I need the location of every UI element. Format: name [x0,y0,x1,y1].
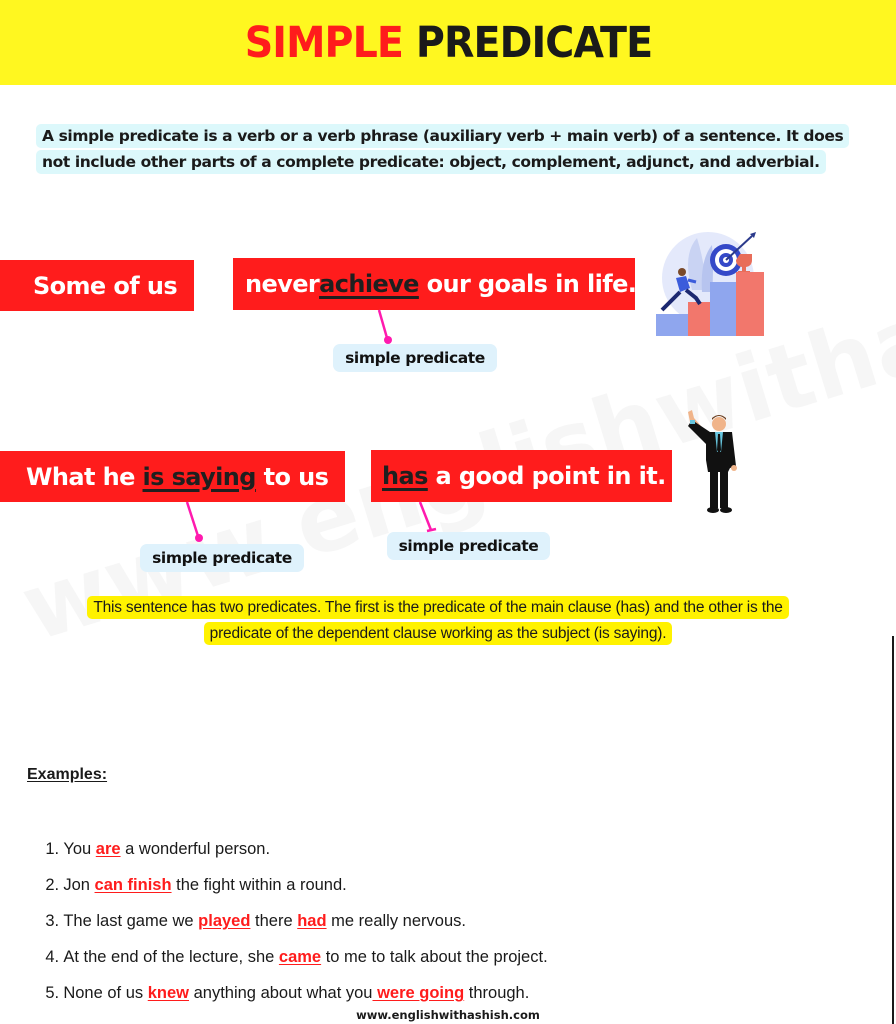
explanation-note [58,595,818,647]
arrow-icon [420,502,436,531]
definition-text: A simple predicate is a verb or a verb phrase (auxiliary verb + main verb) of a sentence. It does not include other parts of a complete predicate: object, complement, adjunct, and adverbial. [36,124,849,174]
predicate-after-2: a good point in it. [427,462,666,490]
plain-text: The last game we [63,912,199,930]
simple-predicate-label-1: simple predicate [333,344,497,372]
definition-block [36,123,854,175]
divider-line [892,636,894,1024]
plain-text: None of us [63,984,148,1002]
list-item [27,813,548,858]
plain-text: Jon [63,876,95,894]
simple-predicate: knew [147,984,190,1002]
simple-predicate: played [198,912,251,930]
plain-text: At the end of the lecture, she [63,948,279,966]
item-number: 2. [45,876,60,894]
plain-text: a wonderful person. [120,840,271,858]
note-text: This sentence has two predicates. The first is the predicate of the main clause (has) and the other is the predicate of the dependent clause working as the subject (is saying). [87,596,788,645]
simple-predicate-is-saying: is saying [142,462,256,491]
simple-predicate-achieve: achieve [319,270,419,298]
item-number: 1. [45,840,60,858]
item-number: 5. [45,984,60,1002]
arrow-icon [187,502,203,542]
subject-after-2: to us [255,462,329,491]
item-number: 4. [45,948,60,966]
footer-url: www.englishwithashish.com [356,1008,540,1022]
plain-text: to me to talk about the project. [321,948,548,966]
plain-text: You [63,840,96,858]
plain-text: the fight within a round. [171,876,347,894]
title-word-simple: SIMPLE [244,17,403,68]
examples-heading: Examples: [27,766,108,783]
watermark [10,130,896,662]
predicate-after-1: our goals in life. [418,270,637,298]
title-banner [0,0,896,85]
simple-predicate: came [278,948,322,966]
plain-text: anything about what you [189,984,373,1002]
arrow-icon [379,310,392,344]
simple-predicate-label-3: simple predicate [387,532,550,560]
simple-predicate: are [95,840,121,858]
plain-text: through. [464,984,530,1002]
subject-text-1: Some of us [32,271,178,300]
simple-predicate-has: has [382,462,428,490]
title-word-predicate: PREDICATE [415,17,652,68]
plain-text: there [250,912,298,930]
predicate-before-1: never [245,270,320,298]
plain-text: me really nervous. [326,912,466,930]
person-climbing-steps-to-target-icon [652,230,764,336]
page-title [244,18,652,68]
subject-before-2: What he [26,462,143,491]
simple-predicate: were going [372,984,465,1002]
simple-predicate-label-2: simple predicate [140,544,304,572]
businessman-pointing-icon [684,408,746,514]
subject-box-2 [0,451,345,502]
item-number: 3. [45,912,60,930]
examples-list [27,813,548,1002]
simple-predicate: can finish [94,876,172,894]
predicate-box-2 [371,450,672,502]
simple-predicate: had [297,912,327,930]
subject-box-1 [0,260,194,311]
predicate-box-1 [233,258,635,310]
